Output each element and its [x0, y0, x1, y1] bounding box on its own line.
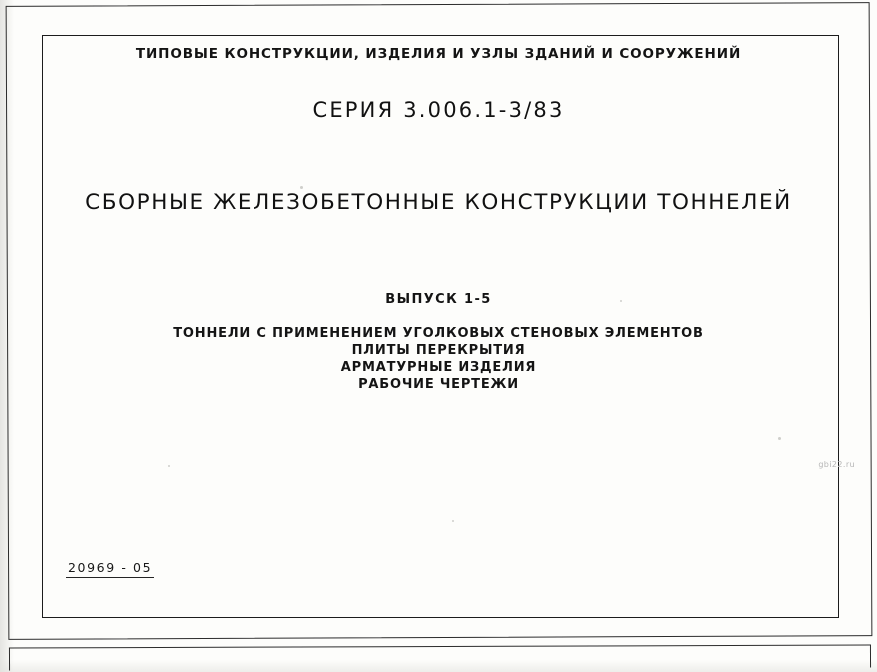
page-title: СБОРНЫЕ ЖЕЛЕЗОБЕТОННЫЕ КОНСТРУКЦИИ ТОННЕЛЕЙ [85, 190, 792, 215]
watermark-text: gbi22.ru [818, 460, 855, 469]
subtitle-line-2: ПЛИТЫ ПЕРЕКРЫТИЯ [351, 343, 526, 358]
sheet-outer-border-bottom-strip [9, 644, 871, 670]
document-code: 20969 - 05 [66, 560, 154, 578]
scan-speck [168, 465, 170, 467]
scan-speck [300, 186, 303, 189]
series-header-text: ТИПОВЫЕ КОНСТРУКЦИИ, ИЗДЕЛИЯ И УЗЛЫ ЗДАНИЙ И СООРУЖЕНИЙ [135, 46, 742, 62]
subtitle-line-1: ТОННЕЛИ С ПРИМЕНЕНИЕМ УГОЛКОВЫХ СТЕНОВЫХ ЭЛЕМЕНТОВ [173, 326, 704, 341]
scan-speck [620, 300, 622, 302]
scan-speck [452, 520, 454, 522]
subtitle-block [0, 325, 877, 393]
scan-speck [778, 437, 781, 440]
issue-label: ВЫПУСК 1-5 [385, 292, 492, 307]
subtitle-line-3: АРМАТУРНЫЕ ИЗДЕЛИЯ [340, 360, 537, 375]
series-number: СЕРИЯ 3.006.1-3/83 [312, 98, 565, 122]
subtitle-line-4: РАБОЧИЕ ЧЕРТЕЖИ [358, 377, 519, 392]
